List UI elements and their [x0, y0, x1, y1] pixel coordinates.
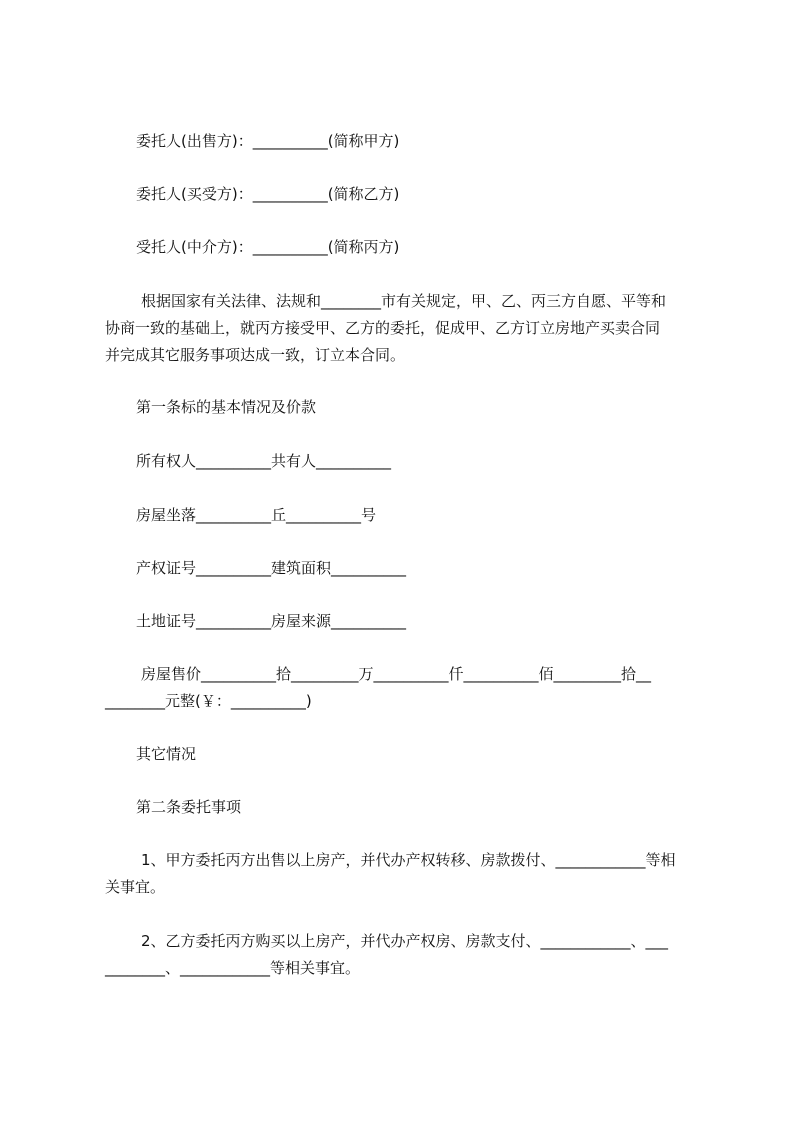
other-conditions: 其它情况 — [136, 745, 197, 763]
price-line-2: ________元整(￥：__________) — [105, 692, 312, 710]
item-1-line-2: 关事宜。 — [105, 878, 166, 896]
article-2-title: 第二条委托事项 — [136, 798, 242, 816]
land-cert-line: 土地证号__________房屋来源__________ — [136, 612, 407, 630]
preamble-line-3: 并完成其它服务事项达成一致，订立本合同。 — [105, 346, 406, 364]
preamble-line-2: 协商一致的基础上，就丙方接受甲、乙方的委托，促成甲、乙方订立房地产买卖合同 — [105, 319, 661, 337]
property-cert-line: 产权证号__________建筑面积__________ — [136, 559, 407, 577]
agent-party-line: 受托人(中介方)：__________(简称丙方) — [136, 238, 400, 256]
item-1-line-1: 1、甲方委托丙方出售以上房产，并代办产权转移、房款拨付、____________等相 — [141, 851, 676, 869]
owner-line: 所有权人__________共有人__________ — [136, 452, 392, 470]
location-line: 房屋坐落__________丘__________号 — [136, 506, 377, 524]
price-line-1: 房屋售价__________拾_________万__________仟__________佰_________拾__ — [141, 665, 652, 683]
seller-party-line: 委托人(出售方)：__________(简称甲方) — [136, 132, 400, 150]
buyer-party-line: 委托人(买受方)：__________(简称乙方) — [136, 185, 400, 203]
item-2-line-1: 2、乙方委托丙方购买以上房产，并代办产权房、房款支付、____________、___ — [141, 932, 669, 950]
item-2-line-2: ________、____________等相关事宜。 — [105, 959, 361, 977]
article-1-title: 第一条标的基本情况及价款 — [136, 398, 317, 416]
preamble-line-1: 根据国家有关法律、法规和________市有关规定，甲、乙、丙三方自愿、平等和 — [141, 292, 667, 310]
